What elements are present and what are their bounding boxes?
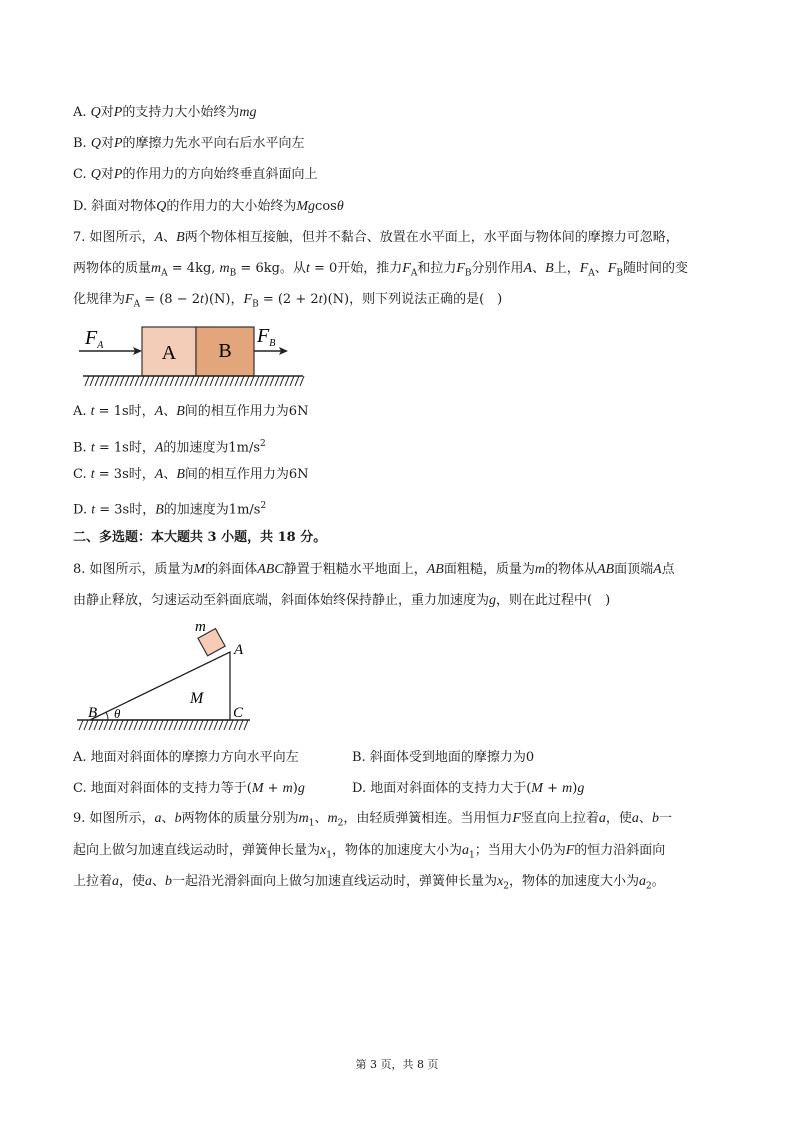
hatch-mark [110, 376, 114, 386]
hatch-mark [150, 376, 154, 386]
math-symbol: F [565, 843, 575, 858]
hatch-mark [94, 720, 98, 730]
text-run: C. [73, 167, 91, 182]
q7-option-a [73, 403, 308, 421]
hatch-mark [90, 376, 94, 386]
text-run: 的物体从 [544, 562, 597, 577]
math-symbol: Q [90, 167, 101, 182]
hatch-mark [244, 720, 248, 730]
hatch-mark [95, 376, 99, 386]
hatch-mark [219, 720, 223, 730]
text-run: )(N)，则下列说法正确的是( ) [322, 292, 503, 307]
text-run: 点 [661, 562, 675, 577]
figure-blocks-ab [75, 318, 310, 394]
hatch-mark [154, 720, 158, 730]
hatch-mark [114, 720, 118, 730]
math-symbol: m [534, 562, 545, 577]
hatch-mark [135, 376, 139, 386]
text-run: 、 [638, 811, 652, 826]
math-symbol: m [298, 811, 309, 826]
hatch-mark [179, 720, 183, 730]
text-run: 面粗糙，质量为 [443, 562, 535, 577]
hatch-mark [140, 376, 144, 386]
text-run: D. 地面对斜面体的支持力大于( [352, 781, 532, 796]
text-run: C. 地面对斜面体的支持力等于( [73, 781, 252, 796]
hatch-mark [79, 720, 83, 730]
q7-option-d [73, 497, 266, 519]
text-run: 、 [163, 467, 177, 482]
math-symbol: F [579, 261, 589, 276]
hatch-mark [155, 376, 159, 386]
text-run: 一 [658, 811, 672, 826]
text-run: 2 [260, 501, 267, 511]
text-run: A [133, 299, 141, 310]
math-symbol: AB [426, 562, 444, 577]
math-symbol: F [607, 261, 617, 276]
text-run: 二、多选题：本大题共 3 小题，共 18 分。 [73, 530, 327, 545]
text-run: ) [572, 781, 578, 796]
text-run: 的摩擦力先水平向右后水平向左 [122, 136, 305, 151]
q9-stem-3 [73, 873, 665, 896]
q8-option-c [73, 780, 305, 798]
hatch-mark [165, 376, 169, 386]
q7-stem-3 [73, 291, 502, 314]
hatch-mark [120, 376, 124, 386]
text-run: 1 [468, 850, 475, 861]
block-b-label: B [218, 340, 232, 362]
math-symbol: F [402, 261, 411, 276]
text-run: 2 [260, 439, 266, 449]
text-run: 的加速度为1m/s [163, 502, 261, 518]
force-a-label: $F_A$ [85, 327, 104, 351]
q6-option-a [73, 104, 257, 122]
text-run: = 6kg。从 [236, 261, 306, 276]
math-symbol: t [90, 440, 95, 456]
hatch-mark [300, 376, 304, 386]
math-symbol: P [113, 136, 123, 151]
q6-option-d [73, 198, 344, 216]
math-symbol: A [154, 230, 164, 245]
text-run: 随时间的变 [622, 261, 688, 276]
label-a: A [234, 642, 244, 658]
text-run: 、 [314, 811, 328, 826]
math-symbol: A [154, 404, 164, 419]
q8-option-b [352, 749, 534, 767]
text-run: 由静止释放，匀速运动至斜面底端，斜面体始终保持静止，重力加速度为 [73, 593, 490, 608]
text-run: 的恒力沿斜面向 [574, 843, 666, 858]
text-run: 、 [163, 404, 177, 419]
hatch-mark [119, 720, 123, 730]
angle-arc [106, 712, 108, 720]
text-run: 2 [646, 881, 652, 892]
math-symbol: B [176, 467, 185, 482]
math-symbol: a [112, 874, 120, 889]
incline-body [90, 652, 230, 720]
hatch-mark [250, 376, 254, 386]
q7-option-c [73, 466, 309, 484]
hatch-mark [185, 376, 189, 386]
hatch-mark [280, 376, 284, 386]
math-symbol: m [219, 261, 230, 276]
text-run: 上， [553, 261, 580, 276]
text-run: 起向上做匀加速直线运动时，弹簧伸长量为 [73, 843, 321, 858]
text-run: A. 地面对斜面体的摩擦力方向水平向左 [73, 750, 299, 765]
hatch-mark [200, 376, 204, 386]
hatch-mark [204, 720, 208, 730]
math-symbol: a [598, 811, 606, 826]
text-run: 的作用力的方向始终垂直斜面向上 [122, 167, 318, 182]
math-symbol: a [461, 843, 469, 858]
hatch-mark [109, 720, 113, 730]
hatch-mark [85, 376, 89, 386]
text-run: = (2 + 2 [258, 292, 319, 307]
hatch-mark [104, 720, 108, 730]
hatch-mark [145, 376, 149, 386]
math-symbol: A [154, 440, 164, 456]
hatch-mark [290, 376, 294, 386]
label-big-m: M [190, 690, 204, 707]
hatch-mark [215, 376, 219, 386]
text-run: 、 [594, 261, 608, 276]
math-symbol: M [251, 781, 264, 796]
q6-option-b [73, 135, 305, 153]
text-run: 的斜面体 [205, 562, 258, 577]
text-run: 、 [161, 811, 175, 826]
hatch-mark [209, 720, 213, 730]
text-run: 1 [326, 850, 332, 861]
q8-option-a [73, 749, 299, 767]
hatch-mark [225, 376, 229, 386]
block-a-label: A [161, 342, 177, 364]
text-run: A. [73, 404, 91, 419]
hatch-mark [199, 720, 203, 730]
hatch-mark [105, 376, 109, 386]
hatch-mark [125, 376, 129, 386]
hatch-mark [230, 376, 234, 386]
q8-stem-1 [73, 561, 675, 579]
text-run: 面顶端 [614, 562, 654, 577]
text-run: 、 [152, 874, 166, 889]
hatch-mark [89, 720, 93, 730]
hatch-mark [194, 720, 198, 730]
hatch-mark [275, 376, 279, 386]
hatch-mark [285, 376, 289, 386]
hatch-mark [205, 376, 209, 386]
math-symbol: m [327, 811, 338, 826]
math-symbol: b [165, 874, 173, 889]
hatch-mark [124, 720, 128, 730]
section-heading [73, 529, 326, 547]
hatch-mark [260, 376, 264, 386]
math-symbol: a [631, 811, 639, 826]
text-run: 2 [503, 881, 510, 892]
ground-hatching [85, 376, 304, 386]
label-m: m [195, 619, 206, 635]
text-run: 、 [163, 230, 177, 245]
q6-option-c [73, 166, 317, 184]
hatch-mark [130, 376, 134, 386]
q9-stem-2 [73, 842, 665, 865]
text-run: 7. 如图所示， [73, 230, 155, 245]
hatch-mark [235, 376, 239, 386]
math-symbol: B [155, 502, 164, 518]
text-run: 。 [651, 874, 665, 889]
math-symbol: b [651, 811, 659, 826]
hatch-mark [195, 376, 199, 386]
q7-option-b [73, 435, 266, 457]
hatch-mark [99, 720, 103, 730]
math-symbol: M [193, 562, 206, 577]
text-run: 一起沿光滑斜面向上做匀加速直线运动时，弹簧伸长量为 [172, 874, 498, 889]
text-run: + [542, 781, 563, 796]
text-run: B. [73, 440, 91, 456]
math-symbol: A [154, 467, 164, 482]
hatch-mark [149, 720, 153, 730]
hatch-mark [100, 376, 104, 386]
text-run: ，物体的加速度大小为 [509, 874, 640, 889]
math-symbol: A [523, 261, 533, 276]
math-symbol: m [282, 781, 293, 796]
math-symbol: t [318, 292, 323, 307]
math-symbol: F [243, 292, 253, 307]
text-run: 9. 如图所示， [73, 811, 155, 826]
hatch-mark [180, 376, 184, 386]
math-symbol: x [497, 874, 504, 889]
math-symbol: F [512, 811, 521, 826]
hatch-mark [84, 720, 88, 730]
text-run: 两物体的质量分别为 [181, 811, 299, 826]
page-footer: 第 3 页，共 8 页 [355, 1058, 439, 1071]
math-symbol: θ [336, 199, 344, 214]
text-run: B [252, 299, 259, 310]
q8-option-d [352, 780, 584, 798]
hatch-mark [220, 376, 224, 386]
text-run: ，则在此过程中( ) [496, 593, 611, 608]
hatch-mark [240, 376, 244, 386]
hatch-mark [174, 720, 178, 730]
text-run: = 0开始，推力 [309, 261, 403, 276]
text-run: 对 [100, 105, 114, 120]
text-run: 静置于粗糙水平地面上， [283, 562, 427, 577]
text-run: 分别作用 [471, 261, 524, 276]
math-symbol: t [200, 292, 204, 307]
text-run: 化规律为 [73, 292, 126, 307]
math-symbol: Q [156, 199, 167, 214]
text-run: 间的相互作用力为6N [184, 467, 309, 482]
hatch-mark [144, 720, 148, 730]
hatch-mark [295, 376, 299, 386]
text-run: 两物体的质量 [73, 261, 152, 276]
text-run: = 1s时， [94, 404, 155, 419]
text-run: ，物体的加速度大小为 [331, 843, 462, 858]
text-run: 对 [100, 136, 114, 151]
text-run: B. 斜面体受到地面的摩擦力为0 [352, 750, 535, 765]
math-symbol: B [176, 230, 185, 245]
text-run: B. [73, 136, 91, 151]
math-symbol: A [653, 562, 662, 577]
text-run: )(N)， [203, 292, 244, 307]
math-symbol: F [456, 261, 465, 276]
hatch-mark [229, 720, 233, 730]
hatch-mark [224, 720, 228, 730]
text-run: C. [73, 467, 91, 482]
text-run: ) [292, 781, 298, 796]
text-run: 1 [308, 818, 315, 829]
text-run: 、 [532, 261, 546, 276]
math-symbol: m [562, 781, 573, 796]
text-run: A [161, 268, 168, 279]
text-run: 和拉力 [417, 261, 457, 276]
label-b: B [88, 705, 98, 721]
math-symbol: Q [90, 136, 101, 151]
text-run: 的支持力大小始终为 [122, 105, 240, 120]
hatch-mark [265, 376, 269, 386]
math-symbol: B [545, 261, 554, 276]
label-theta: θ [114, 706, 121, 721]
text-run: 上拉着 [73, 874, 113, 889]
math-symbol: ABC [257, 562, 284, 577]
text-run: B [464, 268, 472, 279]
hatch-mark [245, 376, 249, 386]
math-symbol: mg [239, 105, 257, 120]
label-c: C [233, 705, 244, 721]
hatch-mark [234, 720, 238, 730]
hatch-mark [190, 376, 194, 386]
ground-hatching [79, 720, 248, 730]
text-run: D. 斜面对物体 [73, 199, 157, 214]
math-symbol: x [320, 843, 327, 858]
text-run: 两个物体相互接触，但并不黏合、放置在水平面上，水平面与物体间的摩擦力可忽略， [184, 230, 679, 245]
hatch-mark [129, 720, 133, 730]
math-symbol: F [125, 292, 134, 307]
text-run: B [616, 268, 623, 279]
text-run: ，使 [119, 874, 146, 889]
figure-incline [72, 614, 257, 734]
hatch-mark [210, 376, 214, 386]
text-run: A. [73, 105, 91, 120]
math-symbol: g [577, 781, 585, 796]
text-run: 对 [100, 167, 114, 182]
math-symbol: t [305, 261, 310, 276]
text-run: A [410, 268, 418, 279]
hatch-mark [164, 720, 168, 730]
math-symbol: a [639, 874, 647, 889]
math-symbol: Mg [296, 199, 316, 214]
math-symbol: AB [596, 562, 615, 577]
math-symbol: B [176, 404, 185, 419]
text-run: ，由轻质弹簧相连。当用恒力 [343, 811, 513, 826]
math-symbol: b [174, 811, 182, 826]
hatch-mark [255, 376, 259, 386]
q8-stem-2 [73, 592, 610, 610]
text-run: ；当用大小仍为 [474, 843, 566, 858]
math-symbol: a [145, 874, 153, 889]
math-symbol: t [90, 467, 95, 482]
text-run: = 3s时， [95, 502, 156, 518]
text-run: B [229, 268, 237, 279]
text-run: 竖直向上拉着 [520, 811, 599, 826]
math-symbol: P [113, 105, 123, 120]
math-symbol: M [531, 781, 543, 796]
hatch-mark [175, 376, 179, 386]
hatch-mark [189, 720, 193, 730]
hatch-mark [115, 376, 119, 386]
hatch-mark [214, 720, 218, 730]
text-run: = 1s时， [94, 440, 155, 456]
text-run: 的作用力的大小始终为 [166, 199, 297, 214]
hatch-mark [170, 376, 174, 386]
hatch-mark [239, 720, 243, 730]
hatch-mark [159, 720, 163, 730]
force-b-label: $F_B$ [257, 325, 276, 349]
math-symbol: g [489, 593, 497, 608]
text-run: = 4kg, [167, 261, 220, 276]
text-run: A [588, 268, 595, 279]
q7-stem-2 [73, 260, 688, 283]
q7-stem-1 [73, 229, 679, 247]
math-symbol: m [151, 261, 162, 276]
q9-stem-1 [73, 810, 672, 833]
text-run: D. [73, 502, 92, 518]
text-run: + [263, 781, 283, 796]
text-run: 的加速度为1m/s [163, 440, 261, 456]
hatch-mark [169, 720, 173, 730]
math-symbol: g [297, 781, 305, 796]
text-run: 间的相互作用力为6N [184, 404, 309, 419]
text-run: = 3s时， [94, 467, 155, 482]
text-run: cos [315, 199, 337, 214]
math-symbol: P [113, 167, 123, 182]
text-run: 8. 如图所示，质量为 [73, 562, 194, 577]
text-run: ，使 [605, 811, 632, 826]
hatch-mark [134, 720, 138, 730]
math-symbol: t [90, 404, 95, 419]
hatch-mark [184, 720, 188, 730]
hatch-mark [139, 720, 143, 730]
text-run: 2 [337, 818, 344, 829]
hatch-mark [160, 376, 164, 386]
math-symbol: a [154, 811, 162, 826]
math-symbol: Q [90, 105, 101, 120]
math-symbol: t [91, 502, 96, 518]
hatch-mark [270, 376, 274, 386]
text-run: = (8 − 2 [140, 292, 201, 307]
